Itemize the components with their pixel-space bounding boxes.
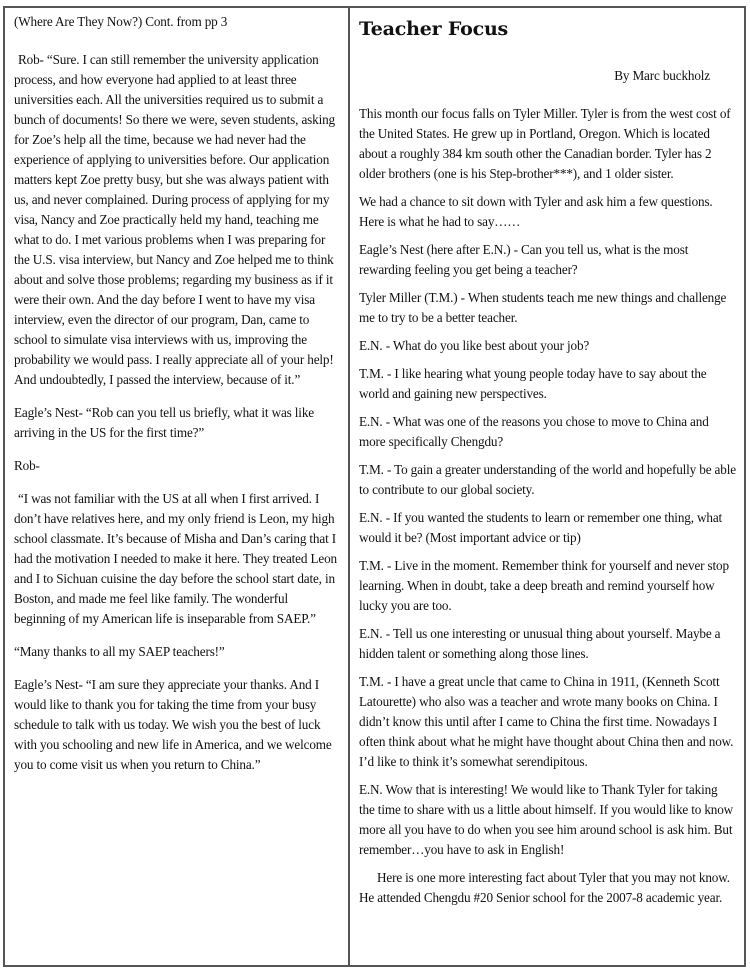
answer-best-about-job: T.M. - I like hearing what young people today have to say about the world and gaining new perspectives. bbox=[359, 366, 707, 401]
article-byline: By Marc buckholz bbox=[614, 68, 710, 83]
rob-answer-arrival: “I was not familiar with the US at all when I first arrived. I don’t have relatives here, and my only friend is Leon, my high school classmate. It’s because of Misha and Dan’s caring that I had the motivation I needed to make it here. They treated Leon and I to Sichuan cuisine the day before the school start date, in Boston, and made me feel like family. The wonderful beginning of my American life is inseparable from SAEP.” bbox=[14, 491, 337, 626]
question-best-about-job: E.N. - What do you like best about your job? bbox=[359, 338, 590, 353]
intro-paragraph: This month our focus falls on Tyler Miller. Tyler is from the west cost of the United States. He grew up in Portland, Oregon. Which is located about a roughly 384 km south other the Canadian border. Tyler has 2 older brothers (one is his Step-brother***), and 1 older sister. bbox=[359, 106, 731, 181]
question-unusual-thing: E.N. - Tell us one interesting or unusual thing about yourself. Maybe a hidden talent or something along those lines. bbox=[359, 626, 721, 661]
question-rewarding: Eagle’s Nest (here after E.N.) - Can you tell us, what is the most rewarding feeling you get being a teacher? bbox=[359, 242, 689, 277]
answer-rewarding: Tyler Miller (T.M.) - When students teach me new things and challenge me to try to be a better teacher. bbox=[359, 290, 727, 325]
interview-intro: We had a chance to sit down with Tyler and ask him a few questions. Here is what he had to say…… bbox=[359, 194, 713, 229]
eagles-nest-question-arrival: Eagle’s Nest- “Rob can you tell us briefly, what it was like arriving in the US for the first time?” bbox=[14, 405, 314, 440]
answer-why-china: T.M. - To gain a greater understanding of the world and hopefully be able to contribute to our global society. bbox=[359, 462, 736, 497]
eagles-nest-closing: Eagle’s Nest- “I am sure they appreciate your thanks. And I would like to thank you for taking the time from your busy schedule to talk with us today. We wish you the best of luck with you schooling and new life in America, and we welcome you to come visit us when you return to China.” bbox=[14, 677, 332, 772]
closing-thanks: E.N. Wow that is interesting! We would like to Thank Tyler for taking the time to share with us a little about himself. If you would like to know more all you have to do when you see him around school is ask him. But remember…you have to ask in English! bbox=[359, 782, 734, 857]
answer-advice: T.M. - Live in the moment. Remember think for yourself and never stop learning. When in doubt, take a deep breath and remind yourself how lucky you are too. bbox=[359, 558, 729, 613]
article-title: Teacher Focus bbox=[359, 18, 509, 40]
extra-fact: Here is one more interesting fact about Tyler that you may not know. He attended Chengdu #20 Senior school for the 2007-8 academic year. bbox=[359, 870, 730, 905]
newsletter-page bbox=[3, 6, 746, 967]
answer-unusual-thing: T.M. - I have a great uncle that came to China in 1911, (Kenneth Scott Latourette) who also was a teacher and wrote many books on China. I didn’t know this until after I came to China the first time. Nowadays I often think about what he might have thought about China then and now. I’d like to think it’s somewhat serendipitous. bbox=[359, 674, 734, 769]
continued-header: (Where Are They Now?) Cont. from pp 3 bbox=[14, 14, 228, 29]
where-are-they-now-column bbox=[5, 8, 350, 965]
rob-thanks: “Many thanks to all my SAEP teachers!” bbox=[14, 644, 225, 659]
question-advice: E.N. - If you wanted the students to learn or remember one thing, what would it be? (Most important advice or tip) bbox=[359, 510, 723, 545]
question-why-china: E.N. - What was one of the reasons you chose to move to China and more specifically Chengdu? bbox=[359, 414, 709, 449]
rob-speaker-label: Rob- bbox=[14, 458, 40, 473]
teacher-focus-column bbox=[350, 8, 744, 965]
rob-answer-application: Rob- “Sure. I can still remember the university application process, and how everyone had applied to at least three universities each. All the universities required us to submit a bunch of documents! So there we were, seven students, asking for Zoe’s help all the time, because we had never had the experience of applying to universities before. Our application matters kept Zoe pretty busy, but she was always patient with us, and never complained. During process of applying for my visa, Nancy and Zoe practically held my hand, teaching me what to do. I met various problems when I was preparing for the U.S. visa interview, but Nancy and Zoe helped me to think about and solve those problems; regarding my business as if it were their own. And the day before I went to have my visa interview, even the director of our program, Dan, came to school to simulate visa interviews with us, improving the probability we would pass. I really appreciate all of your help! And undoubtedly, I passed the interview, because of it.” bbox=[14, 52, 335, 387]
